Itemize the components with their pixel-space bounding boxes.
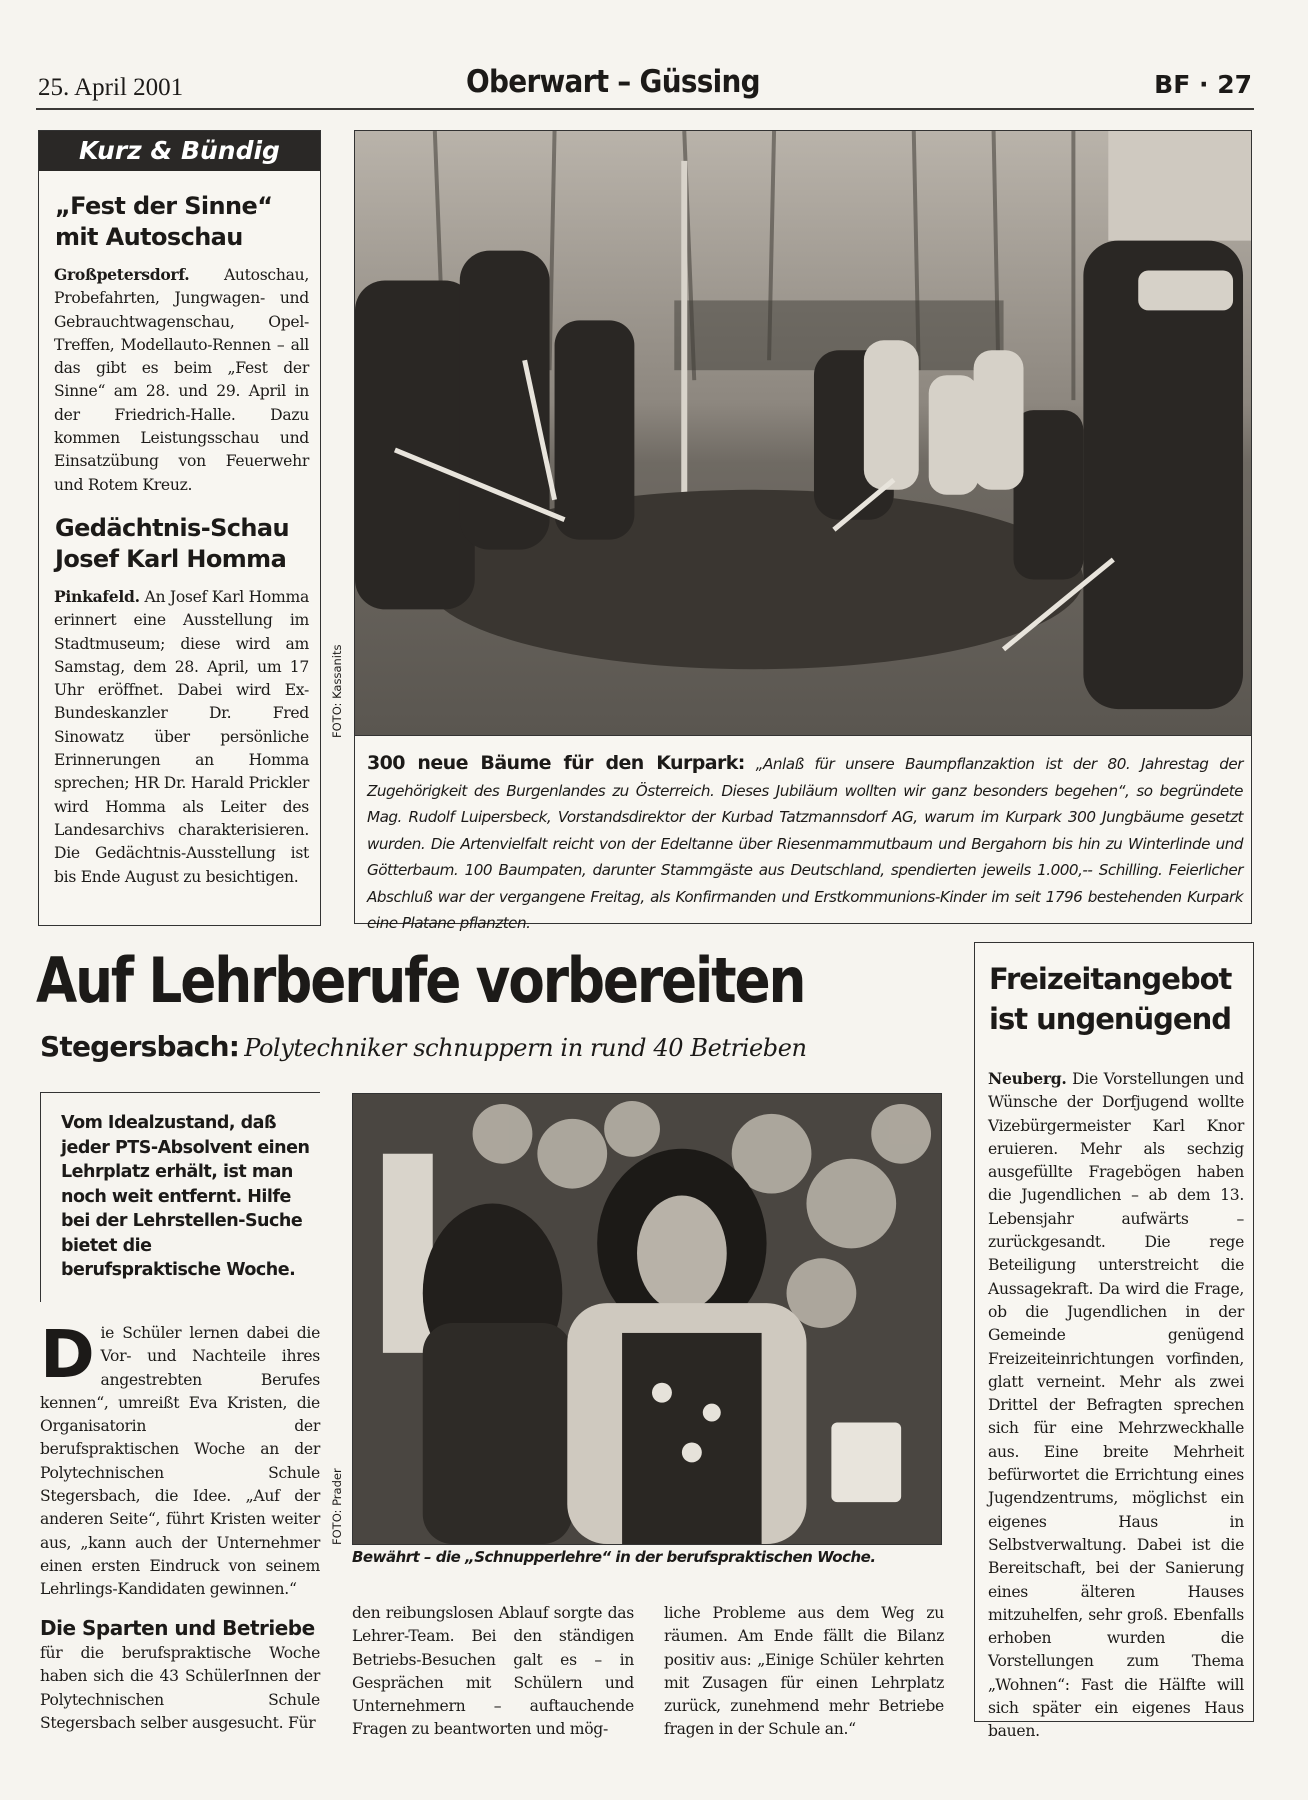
caption-text: „Anlaß für unsere Baumpflanzaktion ist der 80. Jahrestag der Zugehörigkeit des Burgenlandes zu Österreich. Dieses Jubiläum wollten wir ganz besonders begehen“, so begründete Mag. Rudolf Luipersbeck, Vorstandsdirektor der Kurbad Tatzmannsdorf AG, warum im Kurpark 300 Jungbäume gesetzt wurden. Die Artenvielfalt reicht von der Edeltanne über Riesenmammutbaum und Bergahorn bis hin zu Winterlinde und Götterbaum. 100 Baumpaten, darunter Stammgäste aus Deutschland, spendierten jeweils 1.000,-- Schilling. Feierlicher Abschluß war der vergangene Freitag, als Konfirmanden und Erstkommunions-Kinder im seit 1796 bestehenden Kurpark eine Platane pflanzten. [367,755,1244,932]
side-article-headline: Freizeitangebot ist ungenügend [989,962,1232,1036]
photo-credit: FOTO: Kassanits [330,644,344,738]
brief-location: Großpetersdorf. [54,265,190,284]
drop-cap: D [40,1316,95,1393]
paragraph: für die berufspraktische Woche haben sich die 43 SchülerInnen der Polytechnischen Schule Stegersbach selber ausgesucht. Für [40,1644,320,1732]
florist-photo-caption: Bewährt – die „Schnupperlehre“ in der berufspraktischen Woche. [352,1548,876,1566]
page-number: BF · 27 [1154,70,1252,99]
kurz-buendig-banner: Kurz & Bündig [39,131,320,171]
article-lead: Vom Idealzustand, daß jeder PTS-Absolvent einen Lehrplatz erhält, ist man noch weit entfernt. Hilfe bei der Lehrstellen-Suche bietet die berufspraktische Woche. [61,1113,310,1280]
subheadline-location: Stegersbach: [40,1030,240,1063]
side-article-location: Neuberg. [988,1069,1067,1088]
header-divider [36,108,1254,110]
section-title: Oberwart – Güssing [466,64,760,100]
tree-photo-caption [367,750,1243,937]
photo-image [355,131,1251,735]
kurz-buendig-box [38,130,321,926]
article-subheadline [40,1030,807,1063]
article-headline: Auf Lehrberufe vorbereiten [36,944,805,1017]
florist-photo [352,1093,942,1545]
tree-planting-photo [354,130,1252,736]
brief-location: Pinkafeld. [54,587,140,606]
brief-body [54,585,309,889]
caption-title: 300 neue Bäume für den Kurpark: [367,752,745,774]
section-subheading: Die Sparten und Betriebe [40,1616,315,1640]
brief-headline: „Fest der Sinne“ mit Autoschau [55,192,273,251]
side-article-box [974,942,1254,1741]
side-article-body [988,1067,1244,1744]
paragraph: ie Schüler lernen dabei die Vor- und Nachteile ihres angestrebten Berufes kennen“, umreißt Eva Kristen, die Organisatorin der berufspraktischen Woche an der Polytechnischen Schule Stegersbach, die Idee. „Auf der anderen Seite“, führt Kristen weiter aus, „kann auch der Unternehmer einen ersten Eindruck von seinem Lehrlings-Kandidaten gewinnen.“ [40,1324,320,1599]
brief-text: An Josef Karl Homma erinnert eine Ausstellung im Stadtmuseum; diese wird am Samstag, dem 28. April, um 17 Uhr eröffnet. Dabei wird Ex-Bundeskanzler Dr. Fred Sinowatz über persönliche Erinnerungen an Homma sprechen; HR Dr. Harald Prickler wird Homma als Leiter des Landesarchivs charakterisieren. Die Gedächtnis-Ausstellung ist bis Ende August zu besichtigen. [54,588,309,886]
lead-box [40,1092,320,1302]
photo-credit: FOTO: Prader [330,1468,344,1545]
tree-photo-caption-box [354,736,1252,932]
article-column-2: den reibungslosen Ablauf sorgte das Lehrer-Team. Bei den ständigen Betriebs-Besuchen galt es – in Gesprächen mit Schülern und Unternehmern – auftauchende Fragen zu beantworten und mög- [352,1604,634,1739]
article-column-1 [40,1316,320,1602]
photo-image [353,1094,941,1544]
subheadline-text: Polytechniker schnuppern in rund 40 Betrieben [244,1034,807,1062]
issue-date: 25. April 2001 [38,74,184,101]
side-article-text: Die Vorstellungen und Wünsche der Dorfjugend wollte Vizebürgermeister Karl Knor eruieren. Mehr als sechzig ausgefüllte Fragebögen haben die Jugendlichen – ab dem 13. Lebensjahr aufwärts – zurückgesandt. Die rege Beteiligung unterstreicht die Aussagekraft. Da wird die Frage, ob die Jugendlichen in der Gemeinde genügend Freizeiteinrichtungen vorfinden, glatt verneint. Mehr als zwei Drittel der Befragten sprechen sich für eine Mehrzweckhalle aus. Eine breite Mehrheit befürwortet die Errichtung eines Jugendzentrums, möglichst ein eigenes Haus in Selbstverwaltung. Dabei ist die Bereitschaft, bei der Sanierung eines älteren Hauses mitzuhelfen, sehr groß. Ebenfalls erhoben wurden die Vorstellungen zum Thema „Wohnen“: Fast die Hälfte will sich später ein eigenes Haus bauen. [988,1070,1244,1741]
brief-body [54,263,309,497]
brief-headline: Gedächtnis-Schau Josef Karl Homma [55,514,289,573]
article-column-3: liche Probleme aus dem Weg zu räumen. Am Ende fällt die Bilanz positiv aus: „Einige Schüler kehrten mit Zusagen für einen Lehrplatz zurück, zunehmend mehr Betriebe fragen in der Schule an.“ [664,1604,944,1739]
brief-text: Autoschau, Probefahrten, Jungwagen- und Gebrauchtwagenschau, Opel-Treffen, Modellauto-Rennen – all das gibt es beim „Fest der Sinne“ am 28. und 29. April in der Friedrich-Halle. Dazu kommen Leistungsschau und Einsatzübung von Feuerwehr und Rotem Kreuz. [54,266,309,494]
